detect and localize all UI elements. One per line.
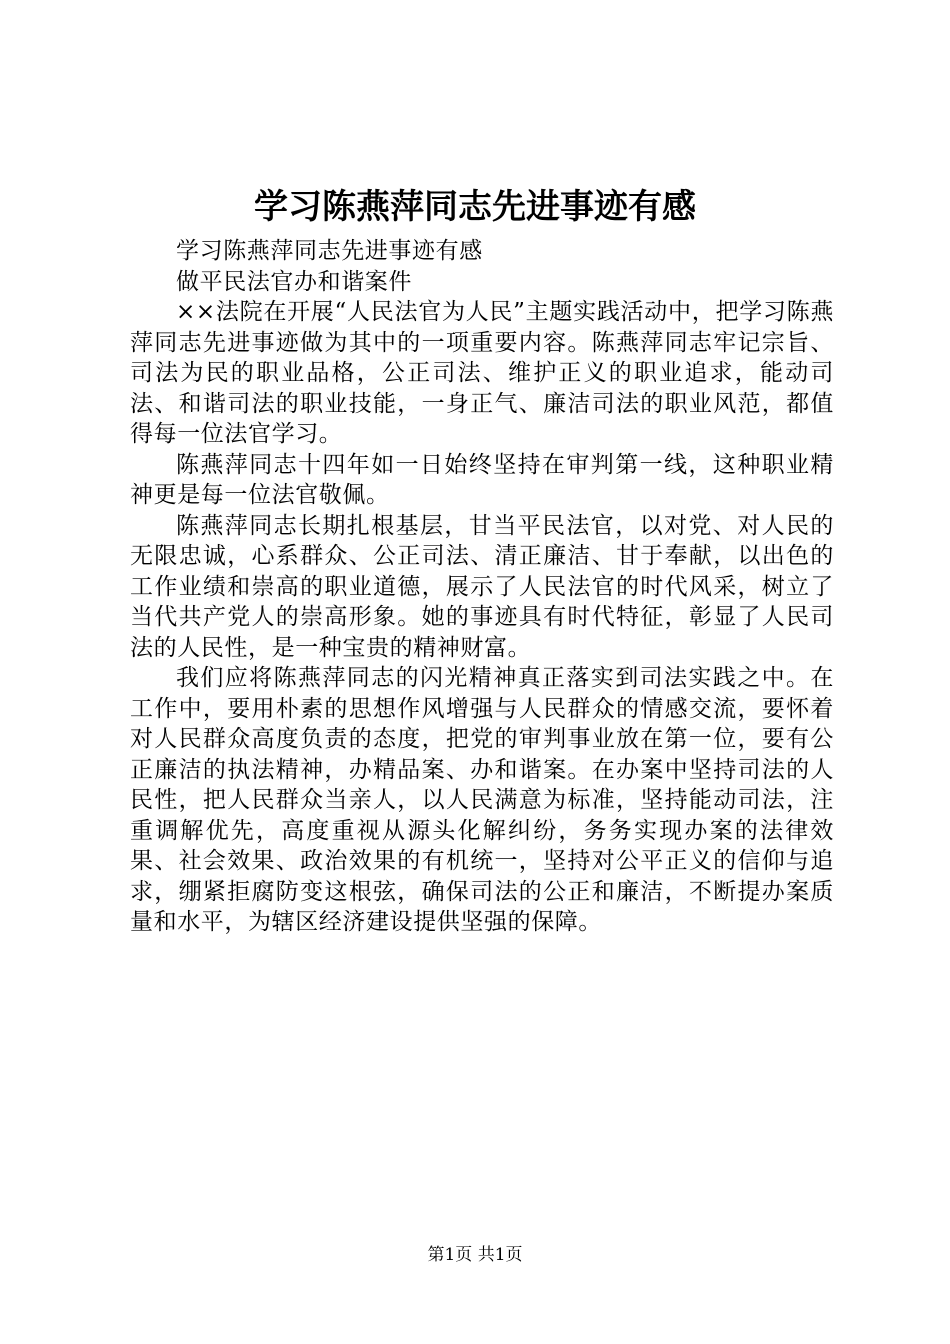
page-footer: 第1页 共1页 [427,1245,523,1265]
paragraph-achievements: 陈燕萍同志长期扎根基层，甘当平民法官，以对党、对人民的无限忠诚，心系群众、公正司法、清正廉洁、甘于奉献，以出色的工作业绩和崇高的职业道德，展示了人民法官的时代风采，树立了当代共产党人的崇高形象。她的事迹具有时代特征，彰显了人民司法的人民性，是一种宝贵的精神财富。 [130,512,834,661]
paragraph-heading: 做平民法官办和谐案件 [176,268,412,295]
paragraph-practice: 我们应将陈燕萍同志的闪光精神真正落实到司法实践之中。在工作中，要用朴素的思想作风增强与人民群众的情感交流，要怀着对人民群众高度负责的态度，把党的审判事业放在第一位，要有公正廉洁的执法精神，办精品案、办和谐案。在办案中坚持司法的人民性，把人民群众当亲人，以人民满意为标准，坚持能动司法，注重调解优先，高度重视从源头化解纠纷，务务实现办案的法律效果、社会效果、政治效果的有机统一，坚持对公平正义的信仰与追求，绷紧拒腐防变这根弦，确保司法的公正和廉洁，不断提办案质量和水平，为辖区经济建设提供坚强的保障。 [130,665,834,935]
paragraph-intro: ××法院在开展“人民法官为人民”主题实践活动中，把学习陈燕萍同志先进事迹做为其中的一项重要内容。陈燕萍同志牢记宗旨、司法为民的职业品格，公正司法、维护正义的职业追求，能动司法、和谐司法的职业技能，一身正气、廉洁司法的职业风范，都值得每一位法官学习。 [130,299,834,447]
document-body [130,236,834,938]
document-title: 学习陈燕萍同志先进事迹有感 [254,187,696,227]
paragraph-dedication: 陈燕萍同志十四年如一日始终坚持在审判第一线，这种职业精神更是每一位法官敬佩。 [130,451,834,508]
paragraph-subtitle: 学习陈燕萍同志先进事迹有感 [176,238,483,264]
